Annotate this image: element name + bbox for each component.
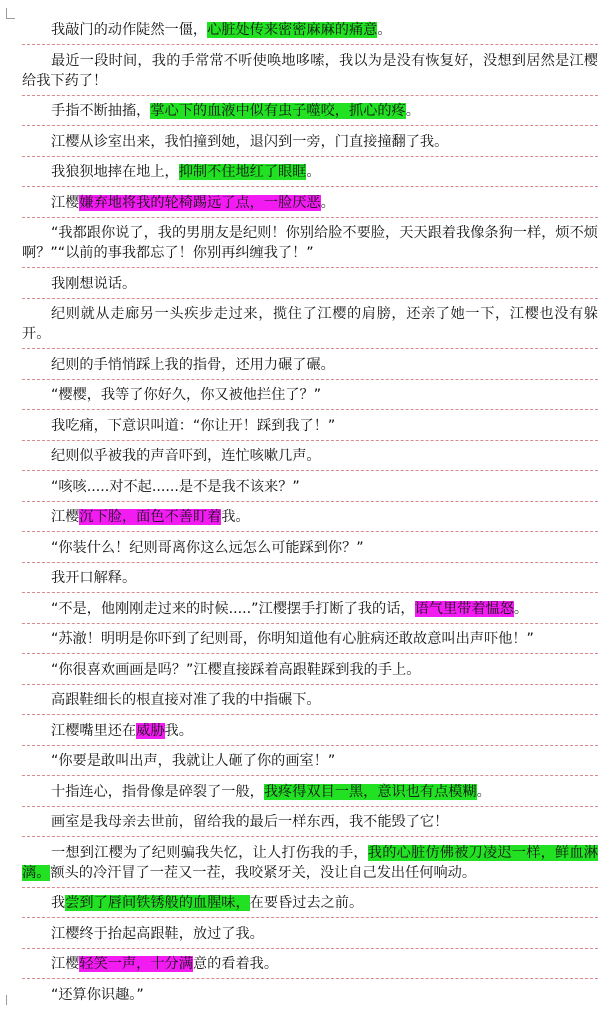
text-run: 高跟鞋细长的根直接对准了我的中指碾下。 [51,692,321,708]
paragraph [22,891,598,918]
text-run: 江樱 [51,509,80,525]
text-run: “咳咳.....对不起......是不是我不该来？” [51,478,300,495]
text-run: “你装什么！纪则哥离你这么远怎么可能踩到你？” [51,539,364,556]
text-run: 额头的冷汗冒了一茬又一茬，我咬紧牙关，没让自己发出任何响动。 [50,864,477,881]
text-run: 我 [51,895,66,911]
text-run: 我狼狈地摔在地上， [51,164,179,180]
text-run: 。 [320,194,335,211]
text-run: 纪则似乎被我的声音吓到，连忙咳嗽几声。 [51,448,321,464]
paragraph [22,272,598,299]
paragraph [22,49,598,96]
text-run: “苏澈！明明是你吓到了纪则哥，你明知道他有心脏病还敢故意叫出声吓他！” [51,631,534,647]
text-run: 。 [476,783,491,800]
text-run: 我吃痛，下意识叫道：“你让开！踩到我了！” [51,417,336,434]
text-run: 江樱嘴里还在 [51,722,137,739]
text-run: “樱樱，我等了你好久，你又被他拦住了？” [51,387,322,403]
text-run: “不是，他刚刚走过来的时候.....”江樱摆手打断了我的话， [51,600,415,617]
text-run: 画室是我母亲去世前，留给我的最后一样东西，我不能毁了它！ [51,814,449,830]
text-run: “我都跟你说了，我的男朋友是纪则！你别给脸不要脸，天天跟着我像条狗一样，烦不烦啊？”“以前的事我都忘了！你别再纠缠我了！” [22,225,598,261]
text-run: “你很喜欢画画是吗？”江樱直接踩着高跟鞋踩到我的手上。 [51,661,421,678]
text-run: 十指连心，指骨像是碎裂了一般， [51,783,264,800]
paragraph [22,18,598,45]
paragraph [22,191,598,218]
paragraph [22,841,598,888]
paragraph [22,627,598,654]
text-run: 在要昏过去之前。 [249,895,364,911]
highlight-magenta: 嫌弃地将我的轮椅踢远了点，一脸厌恶 [79,194,321,211]
text-run: 。 [405,103,420,119]
paragraph [22,719,598,746]
paragraph [22,353,598,380]
highlight-green: 掌心下的血液中似有虫子噬咬，抓心的疼 [150,103,406,119]
paragraph [22,597,598,624]
text-run: 纪则的手悄悄踩上我的指骨，还用力碾了碾。 [51,356,335,373]
paragraph [22,566,598,593]
paragraph [22,221,598,268]
text-run: 我。 [221,509,250,525]
highlight-magenta: 威胁 [136,722,165,739]
text-run: 一想到江樱为了纪则骗我失忆，让人打伤我的手， [51,844,368,861]
page-corner-mark [6,995,21,1005]
paragraph [22,983,598,1009]
document-body [22,18,598,1012]
text-run: 我敲门的动作陡然一僵， [51,22,208,38]
paragraph [22,505,598,532]
paragraph [22,658,598,685]
paragraph [22,749,598,776]
highlight-green: 尝到了唇间铁锈般的血腥味， [65,895,250,911]
text-run: “你要是敢叫出声，我就让人砸了你的画室！” [51,753,336,769]
highlight-magenta: 沉下脸，面色不善盯着 [79,509,222,525]
text-run: 最近一段时间，我的手常常不听使唤地哆嗦，我以为是没有恢复好，没想到居然是江樱给我下药了！ [22,52,598,89]
highlight-green: 我疼得双目一黑，意识也有点模糊 [263,783,477,800]
paragraph [22,810,598,837]
paragraph [22,130,598,157]
paragraph [22,302,598,349]
text-run: “还算你识趣。” [51,986,144,1003]
paragraph [22,444,598,471]
highlight-green: 心脏处传来密密麻麻的痛意 [207,22,378,38]
paragraph [22,780,598,807]
text-run: 纪则就从走廊另一头疾步走过来，揽住了江樱的肩膀，还亲了她一下，江樱也没有躲开。 [22,306,598,342]
paragraph [22,536,598,563]
text-run: 江樱 [51,194,80,211]
paragraph [22,952,598,979]
paragraph [22,99,598,126]
paragraph [22,414,598,441]
text-run: 我刚想说话。 [51,275,137,292]
text-run: 江樱终于抬起高跟鞋，放过了我。 [51,925,264,942]
highlight-magenta: 语气里带着愠怒 [414,600,514,617]
paragraph [22,922,598,949]
highlight-magenta: 轻笑一声，十分满 [79,956,193,972]
highlight-green: 我的心脏仿佛被刀凌迟一样，鲜血淋漓。 [22,844,598,881]
text-run: 我。 [164,722,193,739]
text-run: 。 [306,164,321,180]
text-run: 意的看着我。 [192,956,279,972]
text-run: 江樱 [51,956,80,972]
paragraph [22,688,598,715]
text-run: 。 [513,600,529,617]
page-corner-mark [6,8,15,19]
highlight-green: 抑制不住地红了眼眶 [178,164,307,180]
paragraph [22,475,598,502]
paragraph [22,383,598,410]
text-run: 手指不断抽搐， [51,103,151,119]
text-run: 江樱从诊室出来，我怕撞到她，退闪到一旁，门直接撞翻了我。 [51,133,449,150]
text-run: 我开口解释。 [51,570,137,586]
paragraph [22,160,598,187]
text-run: 。 [377,22,392,38]
